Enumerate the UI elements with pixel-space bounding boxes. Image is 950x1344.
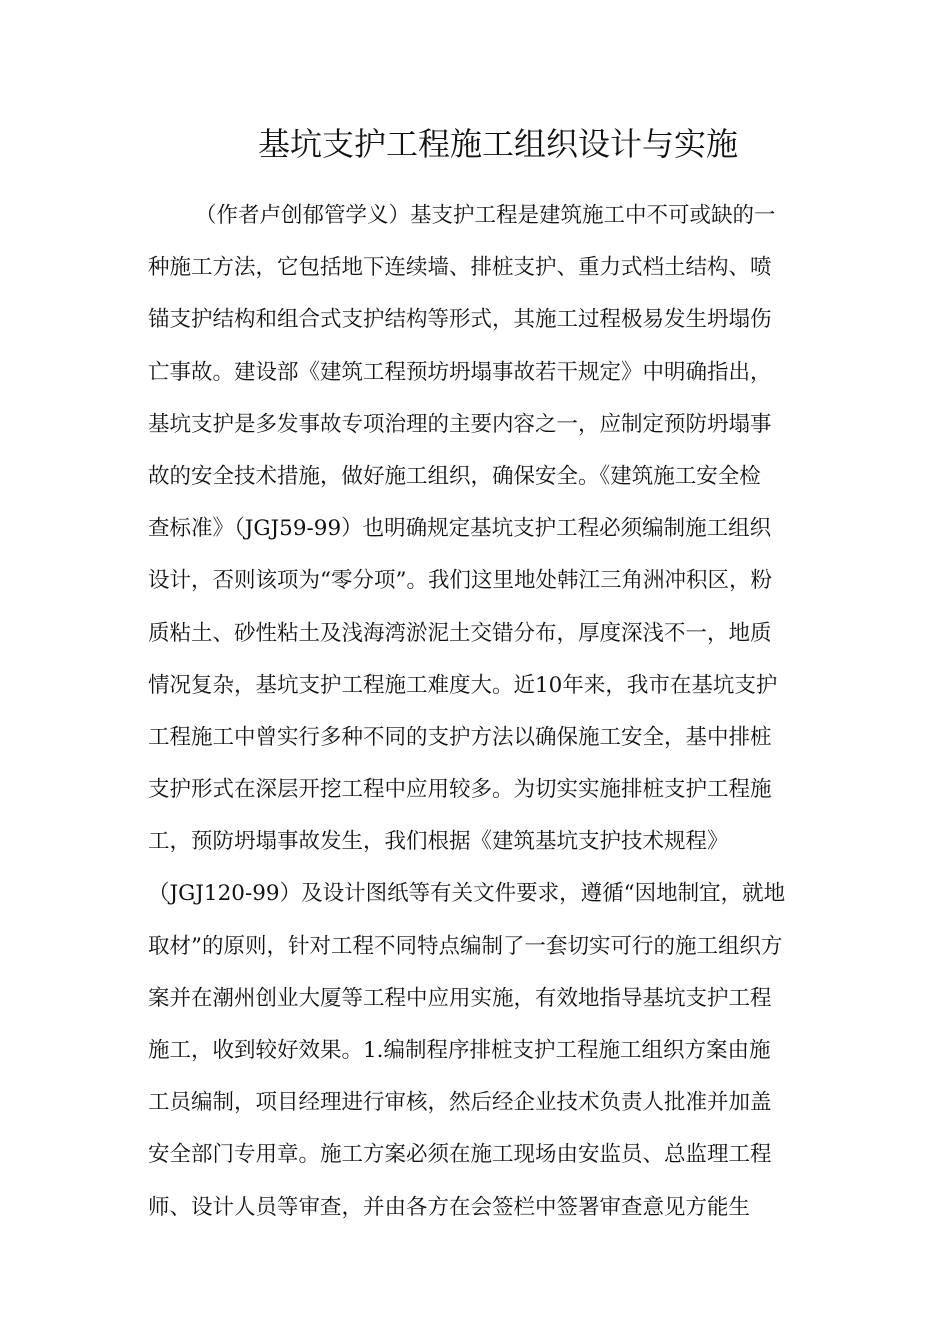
body-line: 故的安全技术措施，做好施工组织，确保安全。《建筑施工安全检 xyxy=(148,463,761,489)
body-line: 种施工方法，它包括地下连续墙、排桩支护、重力式档土结构、喷 xyxy=(148,255,772,281)
body-line: 支护形式在深层开挖工程中应用较多。为切实实施排桩支护工程施 xyxy=(148,777,772,803)
body-line: 质粘土、砂性粘土及浅海湾淤泥土交错分布，厚度深浅不一，地质 xyxy=(148,620,772,646)
body-line: 设计，否则该项为“零分项”。我们这里地处韩江三角洲冲积区，粉 xyxy=(148,568,772,594)
body-line: 师、设计人员等审查，并由各方在会签栏中签署审查意见方能生 xyxy=(148,1194,751,1220)
body-line: 案并在潮州创业大厦等工程中应用实施，有效地指导基坑支护工程 xyxy=(148,985,772,1011)
body-line: 安全部门专用章。施工方案必须在施工现场由安监员、总监理工程 xyxy=(148,1142,772,1168)
document-body xyxy=(148,190,808,1234)
body-line: 基坑支护是多发事故专项治理的主要内容之一，应制定预防坍塌事 xyxy=(148,411,772,437)
body-line: 查标准》（JGJ59-99）也明确规定基坑支护工程必须编制施工组织 xyxy=(148,516,772,542)
body-line: （JGJ120-99）及设计图纸等有关文件要求，遵循“因地制宜，就地 xyxy=(148,881,786,907)
body-line: 情况复杂，基坑支护工程施工难度大。近10年来，我市在基坑支护 xyxy=(148,672,778,698)
body-line: （作者卢创郁管学义）基支护工程是建筑施工中不可或缺的一 xyxy=(195,203,776,228)
body-line: 锚支护结构和组合式支护结构等形式，其施工过程极易发生坍塌伤 xyxy=(148,307,772,333)
document-title: 基坑支护工程施工组织设计与实施 xyxy=(258,125,739,163)
body-line: 工，预防坍塌事故发生，我们根据《建筑基坑支护技术规程》 xyxy=(148,829,729,855)
body-line: 工程施工中曾实行多种不同的支护方法以确保施工安全，基中排桩 xyxy=(148,724,772,750)
body-line: 施工，收到较好效果。1.编制程序排桩支护工程施工组织方案由施 xyxy=(148,1038,771,1063)
body-line: 亡事故。建设部《建筑工程预坊坍塌事故若干规定》中明确指出， xyxy=(148,359,772,385)
body-line: 取材”的原则，针对工程不同特点编制了一套切实可行的施工组织方 xyxy=(148,933,783,959)
body-line: 工员编制，项目经理进行审核，然后经企业技术负责人批准并加盖 xyxy=(148,1090,772,1116)
